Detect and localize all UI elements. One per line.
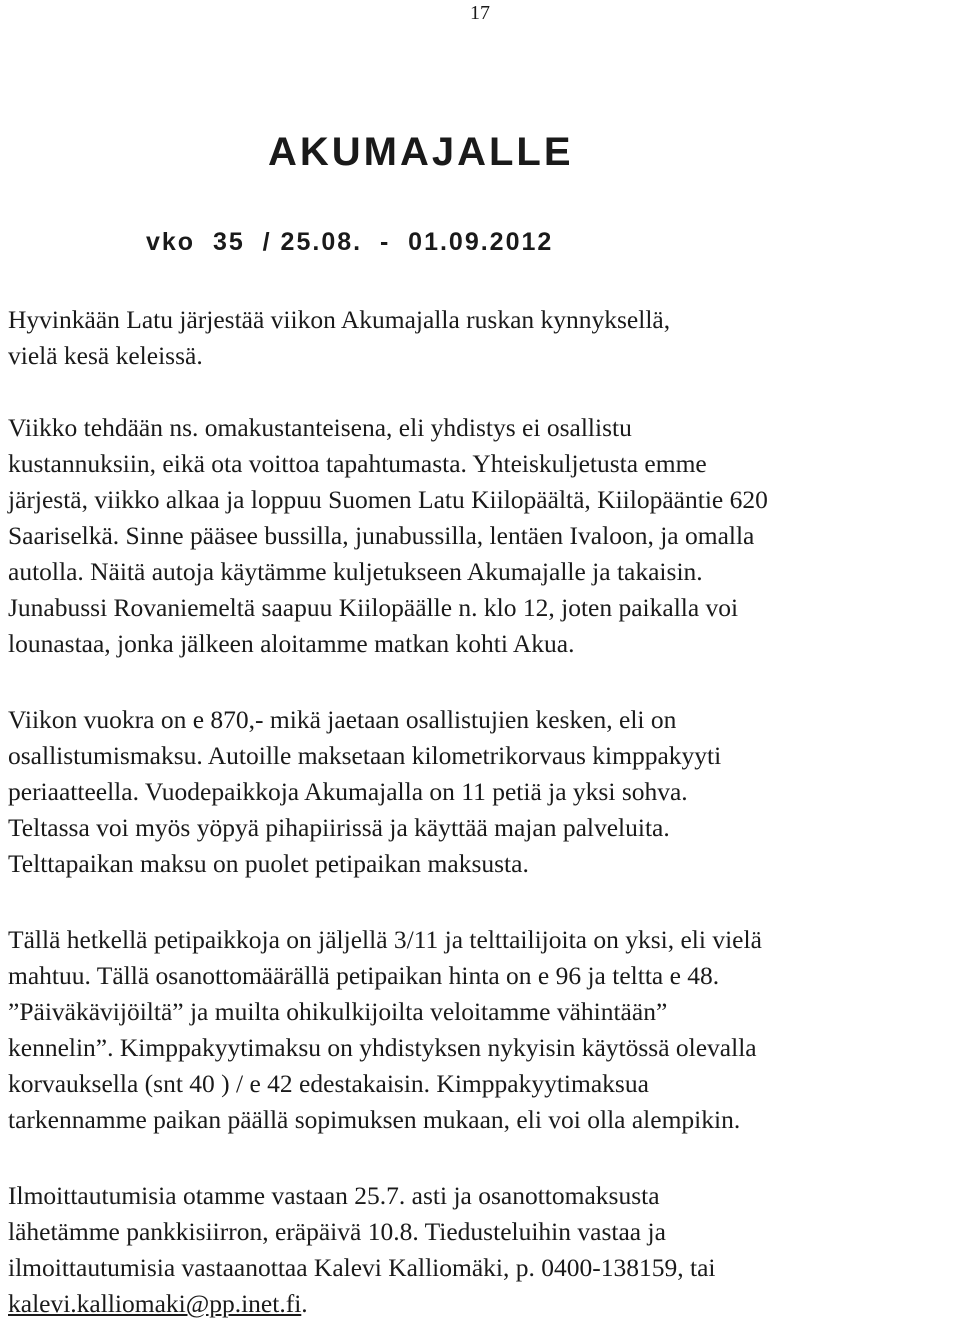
text-line: vielä kesä keleissä.	[8, 341, 203, 370]
paragraph-travel	[8, 410, 768, 662]
text-line: osallistumismaksu. Autoille maksetaan kilometrikorvaus kimppakyyti	[8, 741, 722, 770]
paragraph-registration	[8, 1178, 715, 1322]
text-line: Saariselkä. Sinne pääsee bussilla, junabussilla, lentäen Ivaloon, ja omalla	[8, 521, 755, 550]
text-line: kennelin”. Kimppakyytimaksu on yhdistyksen nykyisin käytössä olevalla	[8, 1033, 757, 1062]
text-line: Junabussi Rovaniemeltä saapuu Kiilopäälle n. klo 12, joten paikalla voi	[8, 593, 739, 622]
paragraph-costs	[8, 702, 721, 882]
text-line: ilmoittautumisia vastaanottaa Kalevi Kalliomäki, p. 0400-138159, tai	[8, 1253, 716, 1282]
contact-email-link[interactable]: kalevi.kalliomaki@pp.inet.fi	[8, 1289, 302, 1318]
text-line: Tällä hetkellä petipaikkoja on jäljellä 3/11 ja telttailijoita on yksi, eli vielä	[8, 925, 762, 954]
text-line: Viikko tehdään ns. omakustanteisena, eli yhdistys ei osallistu	[8, 413, 632, 442]
text-line: kustannuksiin, eikä ota voittoa tapahtumasta. Yhteiskuljetusta emme	[8, 449, 707, 478]
text-line: Telttapaikan maksu on puolet petipaikan maksusta.	[8, 849, 529, 878]
text-line: Hyvinkään Latu järjestää viikon Akumajalla ruskan kynnyksellä,	[8, 305, 671, 334]
paragraph-intro	[8, 302, 670, 374]
text-line: periaatteella. Vuodepaikkoja Akumajalla on 11 petiä ja yksi sohva.	[8, 777, 688, 806]
email-suffix: .	[301, 1289, 308, 1318]
email-line	[8, 1286, 715, 1322]
text-line: Teltassa voi myös yöpyä pihapiirissä ja käyttää majan palveluita.	[8, 813, 670, 842]
text-line: tarkennamme paikan päällä sopimuksen mukaan, eli voi olla alempikin.	[8, 1105, 741, 1134]
text-line: mahtuu. Tällä osanottomäärällä petipaikan hinta on e 96 ja teltta e 48.	[8, 961, 720, 990]
text-line: lähetämme pankkisiirron, eräpäivä 10.8. Tiedusteluihin vastaa ja	[8, 1217, 666, 1246]
week-date-subtitle: vko 35 / 25.08. - 01.09.2012	[146, 228, 554, 256]
text-line: Viikon vuokra on e 870,- mikä jaetaan osallistujien kesken, eli on	[8, 705, 677, 734]
page-title: AKUMAJALLE	[268, 130, 574, 174]
text-line: lounastaa, jonka jälkeen aloitamme matkan kohti Akua.	[8, 629, 575, 658]
paragraph-availability	[8, 922, 762, 1138]
text-line: korvauksella (snt 40 ) / e 42 edestakaisin. Kimppakyytimaksua	[8, 1069, 649, 1098]
text-line: Ilmoittautumisia otamme vastaan 25.7. asti ja osanottomaksusta	[8, 1181, 660, 1210]
text-line: autolla. Näitä autoja käytämme kuljetukseen Akumajalle ja takaisin.	[8, 557, 703, 586]
text-line: järjestä, viikko alkaa ja loppuu Suomen Latu Kiilopäältä, Kiilopääntie 620	[8, 485, 768, 514]
text-line: ”Päiväkävijöiltä” ja muilta ohikulkijoilta veloitamme vähintään”	[8, 997, 668, 1026]
page-number: 17	[470, 2, 490, 24]
